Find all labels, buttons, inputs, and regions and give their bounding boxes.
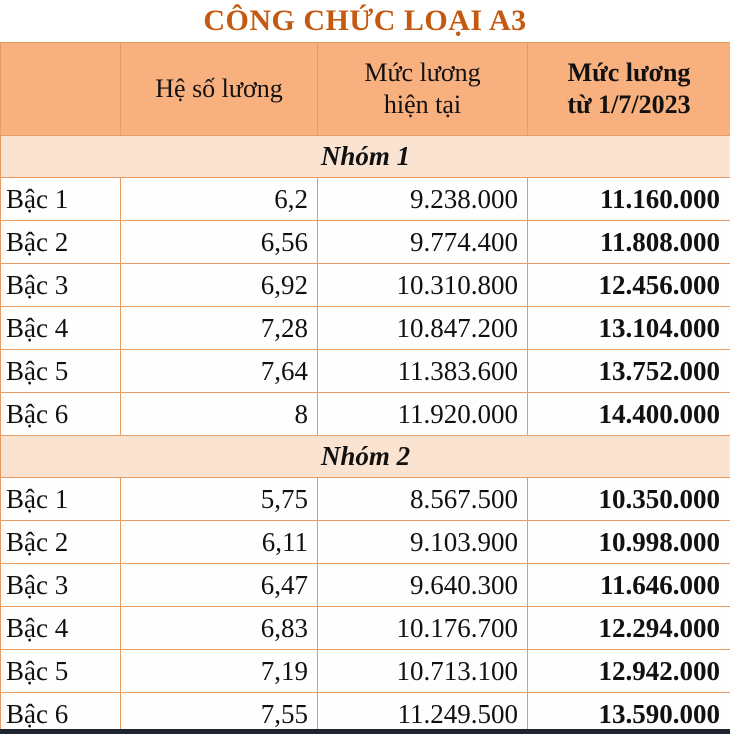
- current-salary-value: 10.713.100: [318, 650, 528, 693]
- header-new-line1: Mức lương: [567, 58, 691, 88]
- page-title: CÔNG CHỨC LOẠI A3: [203, 4, 527, 37]
- table-row: [1, 350, 730, 393]
- current-salary-value: 10.847.200: [318, 307, 528, 350]
- coefficient-value: 8: [121, 393, 318, 436]
- current-salary-value: 11.920.000: [318, 393, 528, 436]
- header-coefficient: Hệ số lương: [121, 43, 318, 136]
- current-salary-value: 11.249.500: [318, 693, 528, 734]
- row-label: Bậc 4: [1, 307, 121, 350]
- title-bar: [0, 0, 730, 42]
- current-salary-value: 9.238.000: [318, 178, 528, 221]
- row-label: Bậc 1: [1, 478, 121, 521]
- header-new-line2: từ 1/7/2023: [567, 90, 691, 119]
- row-label: Bậc 5: [1, 350, 121, 393]
- header-new-salary: [528, 43, 730, 136]
- table-row: [1, 693, 730, 734]
- coefficient-value: 6,2: [121, 178, 318, 221]
- row-label: Bậc 1: [1, 178, 121, 221]
- bottom-edge-strip: [0, 729, 730, 734]
- new-salary-value: 14.400.000: [528, 393, 730, 436]
- coefficient-value: 7,19: [121, 650, 318, 693]
- new-salary-value: 13.752.000: [528, 350, 730, 393]
- header-current-line1: Mức lương: [364, 58, 481, 88]
- coefficient-value: 7,64: [121, 350, 318, 393]
- coefficient-value: 6,47: [121, 564, 318, 607]
- coefficient-value: 6,92: [121, 264, 318, 307]
- table-row: [1, 521, 730, 564]
- row-label: Bậc 4: [1, 607, 121, 650]
- table-row: [1, 650, 730, 693]
- header-current-salary: [318, 43, 528, 136]
- table-row: [1, 178, 730, 221]
- table-row: [1, 221, 730, 264]
- coefficient-value: 5,75: [121, 478, 318, 521]
- table-row: [1, 607, 730, 650]
- coefficient-value: 6,11: [121, 521, 318, 564]
- coefficient-value: 7,28: [121, 307, 318, 350]
- row-label: Bậc 2: [1, 221, 121, 264]
- current-salary-value: 8.567.500: [318, 478, 528, 521]
- new-salary-value: 10.998.000: [528, 521, 730, 564]
- current-salary-value: 11.383.600: [318, 350, 528, 393]
- table-row: [1, 564, 730, 607]
- new-salary-value: 11.808.000: [528, 221, 730, 264]
- new-salary-value: 13.590.000: [528, 693, 730, 734]
- group-header-nhom-2: [1, 436, 730, 478]
- coefficient-value: 6,56: [121, 221, 318, 264]
- new-salary-value: 10.350.000: [528, 478, 730, 521]
- current-salary-value: 9.774.400: [318, 221, 528, 264]
- group-2-title: Nhóm 2: [1, 436, 730, 478]
- salary-table: [0, 42, 730, 734]
- row-label: Bậc 3: [1, 564, 121, 607]
- row-label: Bậc 6: [1, 693, 121, 734]
- new-salary-value: 11.160.000: [528, 178, 730, 221]
- coefficient-value: 6,83: [121, 607, 318, 650]
- current-salary-value: 9.103.900: [318, 521, 528, 564]
- coefficient-value: 7,55: [121, 693, 318, 734]
- new-salary-value: 13.104.000: [528, 307, 730, 350]
- new-salary-value: 11.646.000: [528, 564, 730, 607]
- row-label: Bậc 6: [1, 393, 121, 436]
- group-header-nhom-1: [1, 136, 730, 178]
- table-row: [1, 393, 730, 436]
- new-salary-value: 12.942.000: [528, 650, 730, 693]
- table-header-row: [1, 43, 730, 136]
- row-label: Bậc 2: [1, 521, 121, 564]
- header-current-line2: hiện tại: [383, 90, 462, 119]
- row-label: Bậc 3: [1, 264, 121, 307]
- table-row: [1, 307, 730, 350]
- new-salary-value: 12.456.000: [528, 264, 730, 307]
- current-salary-value: 10.310.800: [318, 264, 528, 307]
- header-empty-cell: [1, 43, 121, 136]
- current-salary-value: 9.640.300: [318, 564, 528, 607]
- group-1-title: Nhóm 1: [1, 136, 730, 178]
- table-row: [1, 478, 730, 521]
- new-salary-value: 12.294.000: [528, 607, 730, 650]
- current-salary-value: 10.176.700: [318, 607, 528, 650]
- row-label: Bậc 5: [1, 650, 121, 693]
- table-row: [1, 264, 730, 307]
